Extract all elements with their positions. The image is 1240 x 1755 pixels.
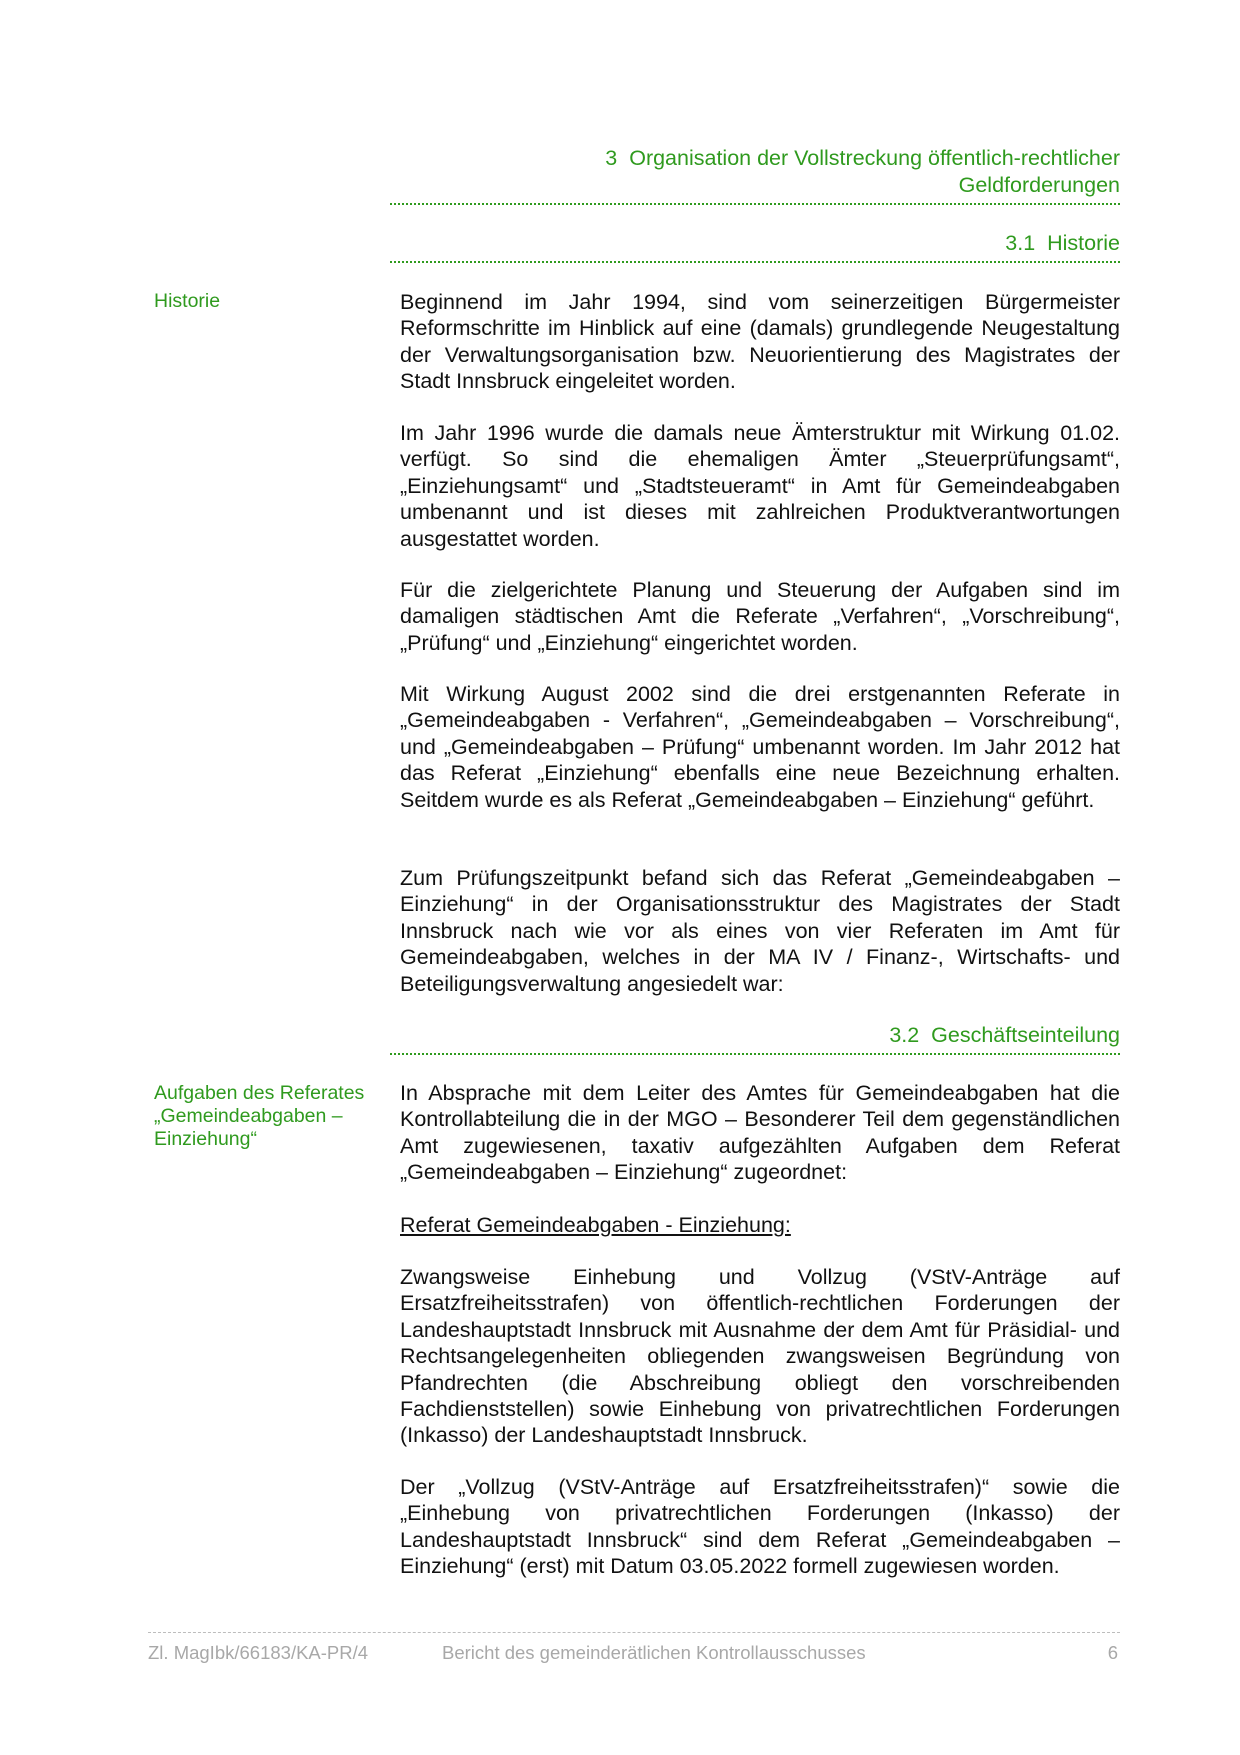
- margin-note-aufgaben: Aufgaben des Referates „Gemeindeabgaben – Einziehung“: [154, 1082, 365, 1150]
- section-number: 3.1: [1005, 231, 1036, 255]
- chapter-divider: [390, 203, 1120, 205]
- section-divider: [390, 1053, 1120, 1055]
- footer-divider: [148, 1632, 1120, 1633]
- paragraph-umbenennung-2002: Mit Wirkung August 2002 sind die drei erstgenannten Referate in „Gemeindeabgaben - Verfahren“, „Gemeindeabgaben – Vorschreibung“, und „Gemeindeabgaben – Prüfung“ umbenannt worden. Im Jahr 2012 hat das Referat „Einziehung“ ebenfalls eine neue Bezeichnung erhalten. Seitdem wurde es als Referat „Gemeindeabgaben – Einziehung“ geführt.: [400, 682, 1120, 812]
- paragraph-vollzug: Der „Vollzug (VStV-Anträge auf Ersatzfreiheitsstrafen)“ sowie die „Einhebung von privatrechtlichen Forderungen (Inkasso) der Landeshauptstadt Innsbruck“ sind dem Referat „Gemeindeabgaben – Einziehung“ (erst) mit Datum 03.05.2022 formell zugewiesen worden.: [400, 1475, 1120, 1579]
- paragraph-absprache: In Absprache mit dem Leiter des Amtes für Gemeindeabgaben hat die Kontrollabteilung die in der MGO – Besonderer Teil dem gegenständlichen Amt zugewiesenen, taxativ aufgezählten Aufgaben dem Referat „Gemeindeabgaben – Einziehung“ zugeordnet:: [400, 1081, 1120, 1185]
- footer-report-title: Bericht des gemeinderätlichen Kontrollausschusses: [442, 1642, 866, 1663]
- footer-reference: Zl. MagIbk/66183/KA-PR/4: [148, 1642, 369, 1663]
- footer-page-number: 6: [1107, 1642, 1118, 1663]
- paragraph-zwangsweise-einhebung: Zwangsweise Einhebung und Vollzug (VStV-Anträge auf Ersatzfreiheitsstrafen) von öffentlich-rechtlichen Forderungen der Landeshauptstadt Innsbruck mit Ausnahme der dem Amt für Präsidial- und Rechtsangelegenheiten obliegenden zwangsweisen Begründung von Pfandrechten (die Abschreibung obliegt den vorschreibenden Fachdienststellen) sowie Einhebung von privatrechtlichen Forderungen (Inkasso) der Landeshauptstadt Innsbruck.: [400, 1265, 1120, 1448]
- chapter-heading: [390, 145, 1120, 199]
- section-divider: [390, 261, 1120, 263]
- section-heading-geschaeftseinteilung: [390, 1022, 1120, 1049]
- section-title: Geschäftseinteilung: [931, 1023, 1120, 1047]
- chapter-title-line-1: [390, 145, 1120, 172]
- chapter-title-line-2: Geldforderungen: [958, 173, 1120, 197]
- referat-subheading: Referat Gemeindeabgaben - Einziehung:: [400, 1213, 791, 1237]
- paragraph-reform-1994: Beginnend im Jahr 1994, sind vom seinerzeitigen Bürgermeister Reformschritte im Hinblick auf eine (damals) grundlegende Neugestaltung der Verwaltungsorganisation bzw. Neuorientierung des Magistrates der Stadt Innsbruck eingeleitet worden.: [400, 290, 1120, 394]
- chapter-title: Organisation der Vollstreckung öffentlich-rechtlicher: [629, 146, 1120, 170]
- section-number: 3.2: [889, 1023, 920, 1047]
- margin-note-historie: Historie: [154, 290, 221, 312]
- section-title: Historie: [1047, 231, 1120, 255]
- paragraph-pruefungszeitpunkt: Zum Prüfungszeitpunkt befand sich das Referat „Gemeindeabgaben – Einziehung“ in der Organisationsstruktur des Magistrates der Stadt Innsbruck nach wie vor als eines von vier Referaten im Amt für Gemeindeabgaben, welches in der MA IV / Finanz-, Wirtschafts- und Beteiligungsverwaltung angesiedelt war:: [400, 866, 1120, 996]
- paragraph-referate: Für die zielgerichtete Planung und Steuerung der Aufgaben sind im damaligen städtischen Amt die Referate „Verfahren“, „Vorschreibung“, „Prüfung“ und „Einziehung“ eingerichtet worden.: [400, 578, 1120, 655]
- chapter-number: 3: [605, 146, 618, 170]
- section-heading-historie: [390, 230, 1120, 257]
- paragraph-aemterstruktur-1996: Im Jahr 1996 wurde die damals neue Ämterstruktur mit Wirkung 01.02. verfügt. So sind die ehemaligen Ämter „Steuerprüfungsamt“, „Einziehungsamt“ und „Stadtsteueramt“ in Amt für Gemeindeabgaben umbenannt und ist dieses mit zahlreichen Produktverantwortungen ausgestattet worden.: [400, 421, 1120, 551]
